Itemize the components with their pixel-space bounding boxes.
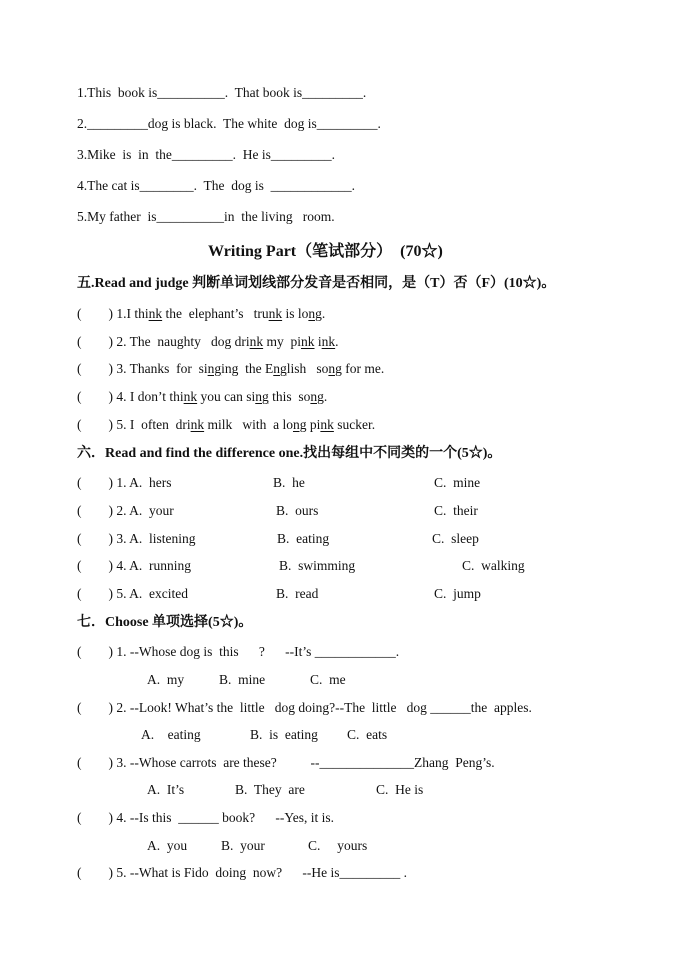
fill-line-5: 5.My father is__________in the living room. <box>77 209 335 224</box>
option-b: B. They are <box>235 782 305 797</box>
answer-bracket: ( ) <box>77 503 113 518</box>
item-text: 2. The naughty dog dri <box>113 334 250 349</box>
underlined-sound: ng <box>328 361 342 376</box>
section7-q2-options <box>141 726 388 744</box>
fill-line-3: 3.Mike is in the_________. He is_________. <box>77 147 335 162</box>
underlined-sound: ng <box>207 361 222 376</box>
option-b: B. eating <box>277 531 330 546</box>
item-text: you can si <box>197 389 256 404</box>
section7-q1-options <box>147 671 346 689</box>
option-a: A. my <box>147 672 185 687</box>
section6-heading: 六．Read and find the difference one.找出每组中不同类的一个(5☆)。 <box>77 446 502 461</box>
section7-q3: ( ) 3. --Whose carrots are these? --______________Zhang Peng’s. <box>77 755 495 770</box>
underlined-sound: nk <box>301 334 315 349</box>
section7-q3-options <box>147 781 424 799</box>
section6-item-1 <box>77 474 481 492</box>
item-text: sucker. <box>333 417 376 432</box>
underlined-sound: nk <box>183 389 198 404</box>
fill-line-2: 2._________dog is black. The white dog is_________. <box>77 116 381 131</box>
section7-q2: ( ) 2. --Look! What’s the little dog doing?--The little dog ______the apples. <box>77 700 532 715</box>
section5-item-5 <box>77 416 375 434</box>
answer-bracket: ( ) <box>77 306 113 321</box>
option-c: C. jump <box>434 586 481 601</box>
option-b: B. mine <box>219 672 266 687</box>
option-c: C. He is <box>376 782 424 797</box>
option-c: C. their <box>434 503 478 518</box>
option-a: 3. A. listening <box>113 531 196 546</box>
answer-bracket: ( ) <box>77 558 113 573</box>
answer-bracket: ( ) <box>77 531 113 546</box>
section7-q1: ( ) 1. --Whose dog is this ? --It’s ____________. <box>77 644 400 659</box>
writing-part-title: Writing Part（笔试部分） (70☆) <box>208 243 443 260</box>
item-text: the elephant’s tru <box>162 306 269 321</box>
underlined-sound: nk <box>321 334 336 349</box>
underlined-sound: nk <box>320 417 334 432</box>
item-text: lish so <box>286 361 329 376</box>
section7-q4: ( ) 4. --Is this ______ book? --Yes, it is. <box>77 810 334 825</box>
section6-item-4 <box>77 557 525 575</box>
fill-line-4: 4.The cat is________. The dog is ____________. <box>77 178 355 193</box>
section5-item-2 <box>77 333 339 351</box>
option-a: 4. A. running <box>113 558 192 573</box>
section7-heading: 七．Choose 单项选择(5☆)。 <box>77 615 253 630</box>
section7-q5: ( ) 5. --What is Fido doing now? --He is_________ . <box>77 865 407 880</box>
section6-item-3 <box>77 530 479 548</box>
section7-q4-options <box>147 837 368 855</box>
option-b: B. ours <box>276 503 319 518</box>
underlined-sound: nk <box>148 306 163 321</box>
item-text: . <box>335 334 339 349</box>
option-c: C. walking <box>462 558 525 573</box>
option-b: B. your <box>221 838 265 853</box>
option-b: B. is eating <box>250 727 318 742</box>
fill-line-1: 1.This book is__________. That book is_________. <box>77 85 367 100</box>
answer-bracket: ( ) <box>77 417 113 432</box>
option-c: C. yours <box>308 838 368 853</box>
section5-item-1 <box>77 305 325 323</box>
item-text: for me. <box>341 361 385 376</box>
option-c: C. me <box>310 672 346 687</box>
item-text: . <box>321 306 326 321</box>
underlined-sound: ng <box>292 417 307 432</box>
underlined-sound: nk <box>190 417 205 432</box>
answer-bracket: ( ) <box>77 586 113 601</box>
underlined-sound: ng <box>255 389 269 404</box>
option-b: B. swimming <box>279 558 356 573</box>
answer-bracket: ( ) <box>77 389 113 404</box>
section5-heading: 五.Read and judge 判断单词划线部分发音是否相同，是（T）否（F）(10☆)。 <box>77 276 556 291</box>
option-a: A. you <box>147 838 188 853</box>
answer-bracket: ( ) <box>77 334 113 349</box>
option-c: C. mine <box>434 475 481 490</box>
option-b: B. read <box>276 586 319 601</box>
answer-bracket: ( ) <box>77 475 113 490</box>
section6-item-5 <box>77 585 481 603</box>
option-b: B. he <box>273 475 305 490</box>
underlined-sound: ng <box>273 361 287 376</box>
item-text: pi <box>306 417 321 432</box>
item-text: i <box>314 334 322 349</box>
section6-item-2 <box>77 502 478 520</box>
item-text: 5. I often dri <box>113 417 191 432</box>
item-text: my pi <box>263 334 301 349</box>
item-text: . <box>323 389 328 404</box>
item-text: milk with a lo <box>204 417 293 432</box>
underlined-sound: ng <box>310 389 324 404</box>
item-text: 4. I don’t thi <box>113 389 184 404</box>
section5-item-4 <box>77 388 327 406</box>
option-c: C. sleep <box>432 531 479 546</box>
option-a: 2. A. your <box>113 503 174 518</box>
item-text: is lo <box>282 306 309 321</box>
section5-item-3 <box>77 360 384 378</box>
item-text: 1.I thi <box>113 306 149 321</box>
option-a: 5. A. excited <box>113 586 188 601</box>
underlined-sound: ng <box>308 306 322 321</box>
item-text: this so <box>268 389 311 404</box>
answer-bracket: ( ) <box>77 361 113 376</box>
option-a: A. eating <box>141 727 201 742</box>
option-c: C. eats <box>347 727 388 742</box>
item-text: 3. Thanks for si <box>113 361 208 376</box>
underlined-sound: nk <box>249 334 264 349</box>
item-text: ing the E <box>221 361 274 376</box>
option-a: 1. A. hers <box>113 475 172 490</box>
underlined-sound: nk <box>268 306 283 321</box>
option-a: A. It’s <box>147 782 185 797</box>
